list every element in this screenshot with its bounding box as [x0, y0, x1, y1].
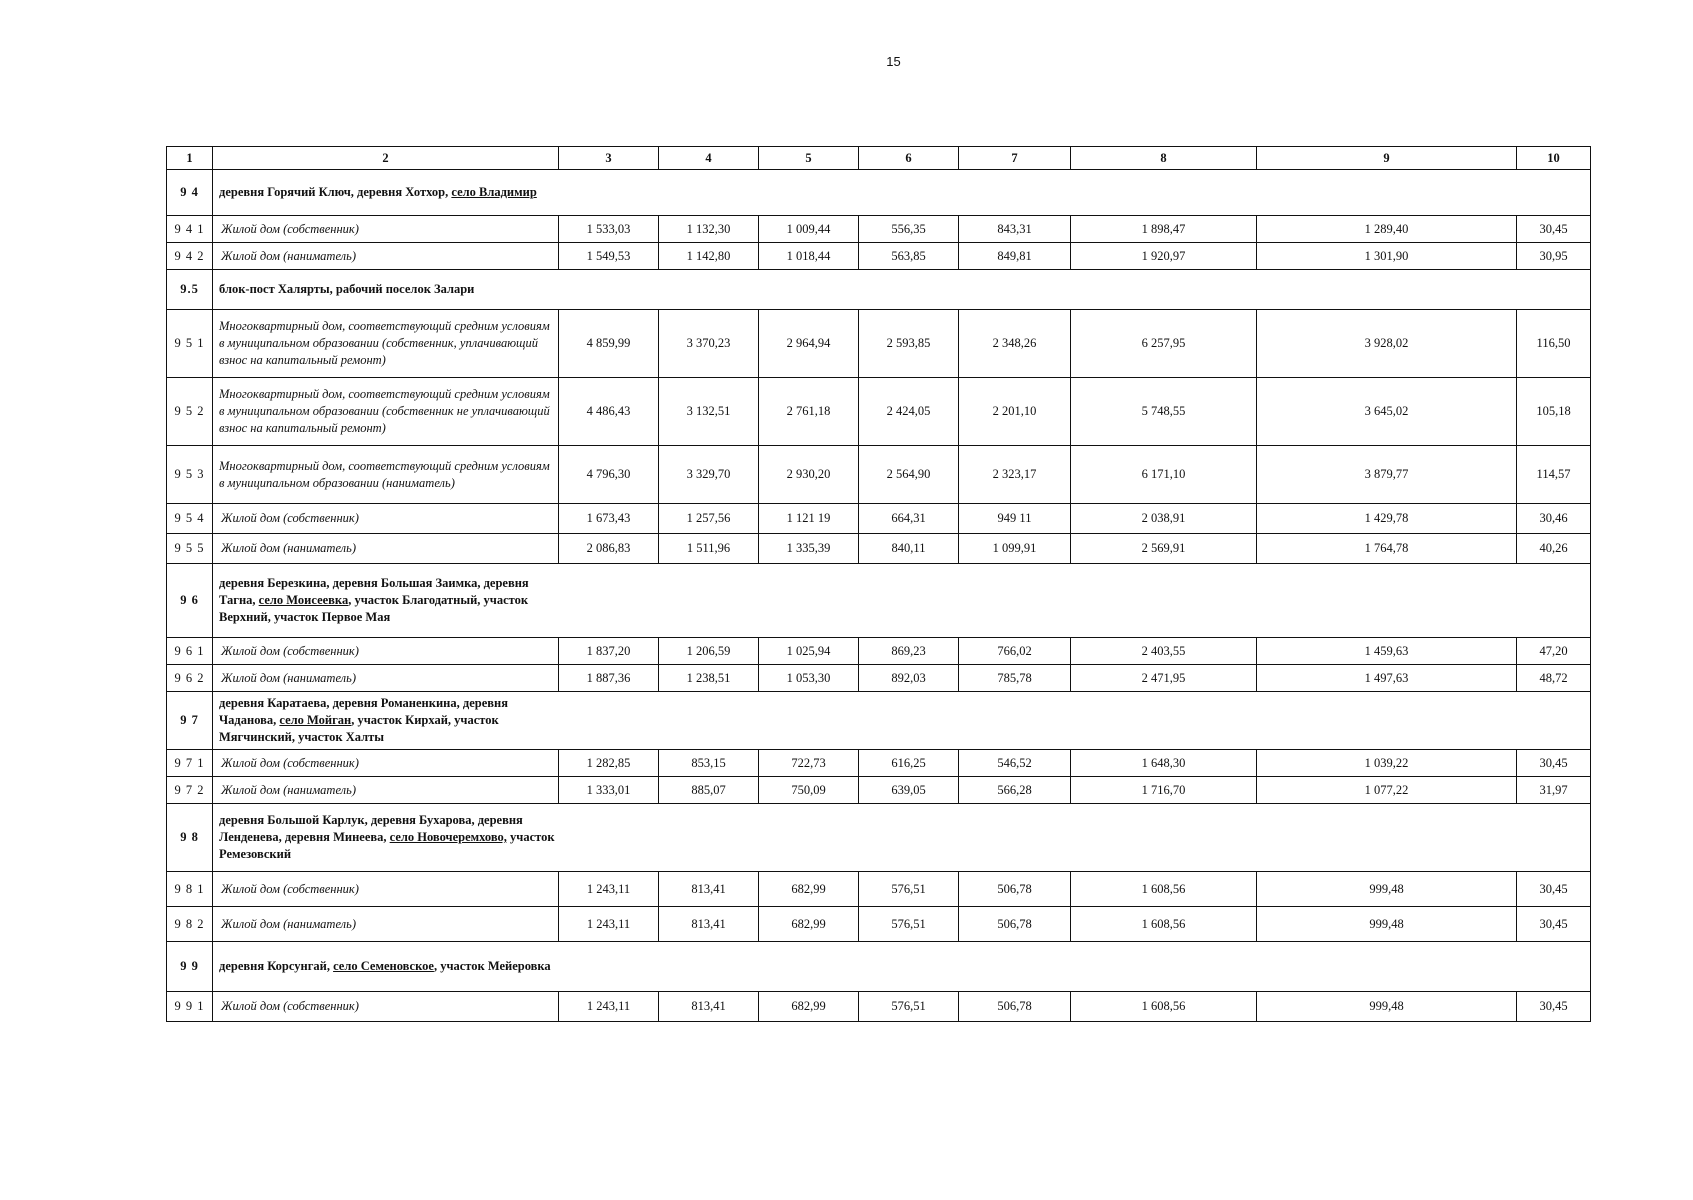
- value-cell-col-3: 4 859,99: [559, 310, 659, 378]
- value-cell-col-9: 3 879,77: [1257, 446, 1517, 504]
- value-cell-col-6: 2 424,05: [859, 378, 959, 446]
- value-cell-col-9: 1 039,22: [1257, 750, 1517, 777]
- value-cell-col-9: 1 301,90: [1257, 243, 1517, 270]
- table-row: [167, 872, 1591, 907]
- value-cell-col-6: 892,03: [859, 665, 959, 692]
- value-cell-col-10: 114,57: [1517, 446, 1591, 504]
- value-cell-col-4: 1 206,59: [659, 638, 759, 665]
- section-row: [167, 564, 1591, 638]
- value-cell-col-9: 999,48: [1257, 907, 1517, 942]
- value-cell-col-5: 682,99: [759, 872, 859, 907]
- row-code: 9 5 2: [167, 378, 213, 446]
- row-code: 9 5 5: [167, 534, 213, 564]
- value-cell-col-6: 639,05: [859, 777, 959, 804]
- row-code: 9 5 3: [167, 446, 213, 504]
- value-cell-col-4: 1 257,56: [659, 504, 759, 534]
- value-cell-col-10: 30,46: [1517, 504, 1591, 534]
- value-cell-col-5: 1 025,94: [759, 638, 859, 665]
- value-cell-col-10: 31,97: [1517, 777, 1591, 804]
- table-row: [167, 665, 1591, 692]
- row-code: 9 8 1: [167, 872, 213, 907]
- row-code: 9 7 2: [167, 777, 213, 804]
- value-cell-col-5: 750,09: [759, 777, 859, 804]
- section-row: [167, 170, 1591, 216]
- table-row: [167, 638, 1591, 665]
- row-description: Многоквартирный дом, соответствующий средним условиям в муниципальном образовании (собственник не уплачивающий взнос на капитальный ремонт): [213, 378, 559, 446]
- value-cell-col-4: 885,07: [659, 777, 759, 804]
- section-code: 9 8: [167, 804, 213, 872]
- value-cell-col-8: 1 920,97: [1071, 243, 1257, 270]
- value-cell-col-5: 682,99: [759, 992, 859, 1022]
- value-cell-col-9: 3 928,02: [1257, 310, 1517, 378]
- value-cell-col-5: 682,99: [759, 907, 859, 942]
- value-cell-col-9: 999,48: [1257, 872, 1517, 907]
- value-cell-col-6: 840,11: [859, 534, 959, 564]
- value-cell-col-8: 2 471,95: [1071, 665, 1257, 692]
- table-row: [167, 777, 1591, 804]
- table-row: [167, 310, 1591, 378]
- value-cell-col-4: 1 142,80: [659, 243, 759, 270]
- value-cell-col-5: 1 121 19: [759, 504, 859, 534]
- value-cell-col-7: 2 348,26: [959, 310, 1071, 378]
- column-header-3: 3: [559, 147, 659, 170]
- section-title: блок-пост Халярты, рабочий поселок Залари: [213, 270, 1591, 310]
- value-cell-col-9: 1 077,22: [1257, 777, 1517, 804]
- column-header-6: 6: [859, 147, 959, 170]
- value-cell-col-3: 1 333,01: [559, 777, 659, 804]
- row-description: Жилой дом (наниматель): [213, 665, 559, 692]
- table-body: [167, 170, 1591, 1022]
- section-code: 9 6: [167, 564, 213, 638]
- value-cell-col-7: 2 201,10: [959, 378, 1071, 446]
- value-cell-col-8: 1 898,47: [1071, 216, 1257, 243]
- row-description: Жилой дом (собственник): [213, 216, 559, 243]
- value-cell-col-8: 2 038,91: [1071, 504, 1257, 534]
- value-cell-col-10: 30,45: [1517, 750, 1591, 777]
- value-cell-col-4: 1 511,96: [659, 534, 759, 564]
- value-cell-col-3: 1 243,11: [559, 992, 659, 1022]
- value-cell-col-3: 1 549,53: [559, 243, 659, 270]
- value-cell-col-8: 1 608,56: [1071, 992, 1257, 1022]
- row-code: 9 4 1: [167, 216, 213, 243]
- section-title: деревня Березкина, деревня Большая Заимка, деревня Тагна, село Моисеевка, участок Благодатный, участок Верхний, участок Первое Мая: [213, 564, 1591, 638]
- value-cell-col-6: 616,25: [859, 750, 959, 777]
- row-description: Жилой дом (наниматель): [213, 777, 559, 804]
- row-description: Жилой дом (собственник): [213, 504, 559, 534]
- value-cell-col-7: 766,02: [959, 638, 1071, 665]
- row-description: Жилой дом (наниматель): [213, 243, 559, 270]
- value-cell-col-10: 105,18: [1517, 378, 1591, 446]
- row-description: Жилой дом (собственник): [213, 992, 559, 1022]
- value-cell-col-6: 576,51: [859, 907, 959, 942]
- value-cell-col-6: 2 564,90: [859, 446, 959, 504]
- value-cell-col-7: 785,78: [959, 665, 1071, 692]
- value-cell-col-4: 853,15: [659, 750, 759, 777]
- value-cell-col-5: 1 009,44: [759, 216, 859, 243]
- table-row: [167, 243, 1591, 270]
- value-cell-col-7: 1 099,91: [959, 534, 1071, 564]
- row-code: 9 4 2: [167, 243, 213, 270]
- row-code: 9 6 2: [167, 665, 213, 692]
- value-cell-col-9: 999,48: [1257, 992, 1517, 1022]
- section-title: деревня Горячий Ключ, деревня Хотхор, село Владимир: [213, 170, 1591, 216]
- value-cell-col-8: 1 608,56: [1071, 907, 1257, 942]
- value-cell-col-3: 1 533,03: [559, 216, 659, 243]
- section-code: 9 9: [167, 942, 213, 992]
- value-cell-col-6: 563,85: [859, 243, 959, 270]
- value-cell-col-4: 813,41: [659, 872, 759, 907]
- table-row: [167, 534, 1591, 564]
- value-cell-col-4: 1 238,51: [659, 665, 759, 692]
- value-cell-col-5: 2 964,94: [759, 310, 859, 378]
- value-cell-col-9: 3 645,02: [1257, 378, 1517, 446]
- value-cell-col-10: 116,50: [1517, 310, 1591, 378]
- value-cell-col-9: 1 429,78: [1257, 504, 1517, 534]
- tariff-table: [166, 146, 1591, 1022]
- column-header-8: 8: [1071, 147, 1257, 170]
- table-row: [167, 216, 1591, 243]
- value-cell-col-7: 849,81: [959, 243, 1071, 270]
- section-title: деревня Каратаева, деревня Романенкина, деревня Чаданова, село Мойган, участок Кирхай, участок Мягчинский, участок Халты: [213, 692, 1591, 750]
- value-cell-col-6: 556,35: [859, 216, 959, 243]
- value-cell-col-7: 843,31: [959, 216, 1071, 243]
- value-cell-col-6: 576,51: [859, 872, 959, 907]
- value-cell-col-3: 1 887,36: [559, 665, 659, 692]
- value-cell-col-9: 1 764,78: [1257, 534, 1517, 564]
- value-cell-col-8: 5 748,55: [1071, 378, 1257, 446]
- value-cell-col-7: 546,52: [959, 750, 1071, 777]
- value-cell-col-10: 30,45: [1517, 907, 1591, 942]
- value-cell-col-7: 2 323,17: [959, 446, 1071, 504]
- value-cell-col-10: 40,26: [1517, 534, 1591, 564]
- value-cell-col-3: 1 243,11: [559, 872, 659, 907]
- row-description: Многоквартирный дом, соответствующий средним условиям в муниципальном образовании (собственник, уплачивающий взнос на капитальный ремонт): [213, 310, 559, 378]
- value-cell-col-9: 1 497,63: [1257, 665, 1517, 692]
- value-cell-col-10: 30,95: [1517, 243, 1591, 270]
- value-cell-col-5: 2 930,20: [759, 446, 859, 504]
- column-header-10: 10: [1517, 147, 1591, 170]
- section-title: деревня Корсунгай, село Семеновское, участок Мейеровка: [213, 942, 1591, 992]
- column-header-4: 4: [659, 147, 759, 170]
- row-description: Жилой дом (собственник): [213, 872, 559, 907]
- value-cell-col-4: 813,41: [659, 992, 759, 1022]
- column-header-5: 5: [759, 147, 859, 170]
- value-cell-col-7: 566,28: [959, 777, 1071, 804]
- value-cell-col-4: 3 370,23: [659, 310, 759, 378]
- section-code: 9.5: [167, 270, 213, 310]
- column-header-9: 9: [1257, 147, 1517, 170]
- section-code: 9 4: [167, 170, 213, 216]
- section-title: деревня Большой Карлук, деревня Бухарова, деревня Ленденева, деревня Минеева, село Новочеремхово, участок Ремезовский: [213, 804, 1591, 872]
- row-description: Жилой дом (собственник): [213, 750, 559, 777]
- row-code: 9 7 1: [167, 750, 213, 777]
- value-cell-col-7: 506,78: [959, 872, 1071, 907]
- value-cell-col-8: 6 257,95: [1071, 310, 1257, 378]
- column-header-7: 7: [959, 147, 1071, 170]
- row-description: Жилой дом (наниматель): [213, 907, 559, 942]
- section-row: [167, 692, 1591, 750]
- section-row: [167, 942, 1591, 992]
- section-row: [167, 804, 1591, 872]
- value-cell-col-5: 1 053,30: [759, 665, 859, 692]
- value-cell-col-9: 1 289,40: [1257, 216, 1517, 243]
- value-cell-col-4: 3 329,70: [659, 446, 759, 504]
- value-cell-col-5: 722,73: [759, 750, 859, 777]
- row-code: 9 5 1: [167, 310, 213, 378]
- value-cell-col-3: 2 086,83: [559, 534, 659, 564]
- row-code: 9 6 1: [167, 638, 213, 665]
- value-cell-col-3: 1 673,43: [559, 504, 659, 534]
- section-row: [167, 270, 1591, 310]
- value-cell-col-3: 4 796,30: [559, 446, 659, 504]
- row-description: Жилой дом (наниматель): [213, 534, 559, 564]
- value-cell-col-7: 506,78: [959, 907, 1071, 942]
- value-cell-col-10: 30,45: [1517, 992, 1591, 1022]
- value-cell-col-4: 813,41: [659, 907, 759, 942]
- table-row: [167, 907, 1591, 942]
- value-cell-col-8: 2 403,55: [1071, 638, 1257, 665]
- row-code: 9 9 1: [167, 992, 213, 1022]
- value-cell-col-8: 1 648,30: [1071, 750, 1257, 777]
- value-cell-col-10: 30,45: [1517, 216, 1591, 243]
- table-row: [167, 992, 1591, 1022]
- row-code: 9 5 4: [167, 504, 213, 534]
- value-cell-col-9: 1 459,63: [1257, 638, 1517, 665]
- value-cell-col-6: 2 593,85: [859, 310, 959, 378]
- value-cell-col-3: 1 282,85: [559, 750, 659, 777]
- value-cell-col-5: 1 335,39: [759, 534, 859, 564]
- value-cell-col-8: 2 569,91: [1071, 534, 1257, 564]
- table-row: [167, 446, 1591, 504]
- value-cell-col-4: 1 132,30: [659, 216, 759, 243]
- table-row: [167, 378, 1591, 446]
- value-cell-col-4: 3 132,51: [659, 378, 759, 446]
- value-cell-col-10: 30,45: [1517, 872, 1591, 907]
- value-cell-col-3: 1 243,11: [559, 907, 659, 942]
- page-number: 15: [886, 54, 901, 69]
- value-cell-col-5: 1 018,44: [759, 243, 859, 270]
- value-cell-col-6: 869,23: [859, 638, 959, 665]
- row-code: 9 8 2: [167, 907, 213, 942]
- value-cell-col-10: 48,72: [1517, 665, 1591, 692]
- value-cell-col-6: 664,31: [859, 504, 959, 534]
- column-header-2: 2: [213, 147, 559, 170]
- value-cell-col-8: 6 171,10: [1071, 446, 1257, 504]
- value-cell-col-8: 1 716,70: [1071, 777, 1257, 804]
- value-cell-col-8: 1 608,56: [1071, 872, 1257, 907]
- row-description: Многоквартирный дом, соответствующий средним условиям в муниципальном образовании (наниматель): [213, 446, 559, 504]
- table-row: [167, 750, 1591, 777]
- row-description: Жилой дом (собственник): [213, 638, 559, 665]
- value-cell-col-7: 506,78: [959, 992, 1071, 1022]
- column-header-1: 1: [167, 147, 213, 170]
- column-number-row: [167, 147, 1591, 170]
- value-cell-col-3: 1 837,20: [559, 638, 659, 665]
- section-code: 9 7: [167, 692, 213, 750]
- table-row: [167, 504, 1591, 534]
- value-cell-col-7: 949 11: [959, 504, 1071, 534]
- value-cell-col-3: 4 486,43: [559, 378, 659, 446]
- value-cell-col-6: 576,51: [859, 992, 959, 1022]
- value-cell-col-5: 2 761,18: [759, 378, 859, 446]
- value-cell-col-10: 47,20: [1517, 638, 1591, 665]
